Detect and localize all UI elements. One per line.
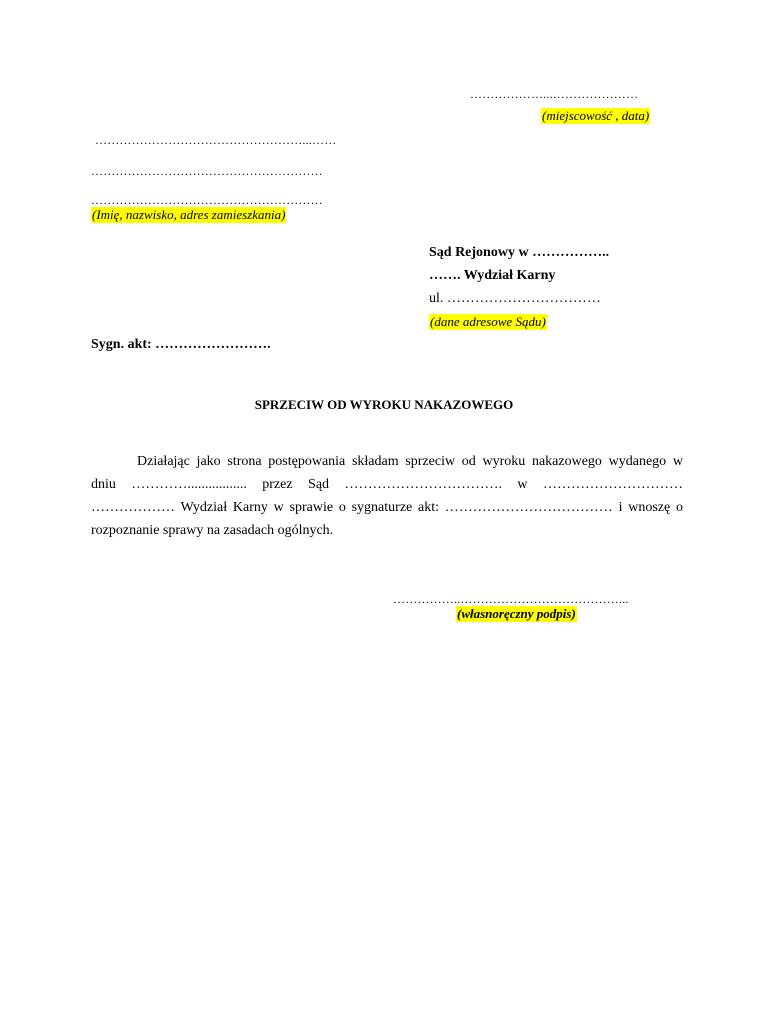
sender-line-1: ……………………………………………...…… xyxy=(95,133,337,147)
signature-label: (własnoręczny podpis) xyxy=(457,606,576,621)
paragraph-line-3: ……………… Wydział Karny w sprawie o sygnaturze akt: ……………………………… i wnoszę o xyxy=(91,500,683,515)
court-street: ul. …………………………… xyxy=(429,291,601,306)
paragraph-line-2: dniu …………................. przez Sąd ……………………………. w ………………………… xyxy=(91,477,683,492)
signature-dots: ……………..…………………………………... xyxy=(393,592,629,606)
court-name: Sąd Rejonowy w …………….. xyxy=(429,245,610,260)
paragraph-line-1: Działając jako strona postępowania składam sprzeciw od wyroku nakazowego wydanego w xyxy=(137,454,683,469)
court-division: ……. Wydział Karny xyxy=(429,268,556,283)
document-title: SPRZECIW OD WYROKU NAKAZOWEGO xyxy=(254,397,514,412)
case-reference: Sygn. akt: ……………………. xyxy=(91,337,271,352)
date-place-dots: ………………...………………… xyxy=(470,87,639,101)
paragraph-line-4: rozpoznanie sprawy na zasadach ogólnych. xyxy=(91,523,334,538)
main-paragraph xyxy=(91,450,683,542)
date-place-label: (miejscowość , data) xyxy=(542,108,650,123)
sender-line-2: ………………………………………………… xyxy=(91,164,323,178)
sender-label: (Imię, nazwisko, adres zamieszkania) xyxy=(92,207,286,222)
court-label: (dane adresowe Sądu) xyxy=(430,314,546,329)
sender-line-3: ………………………………………………… xyxy=(91,193,323,207)
